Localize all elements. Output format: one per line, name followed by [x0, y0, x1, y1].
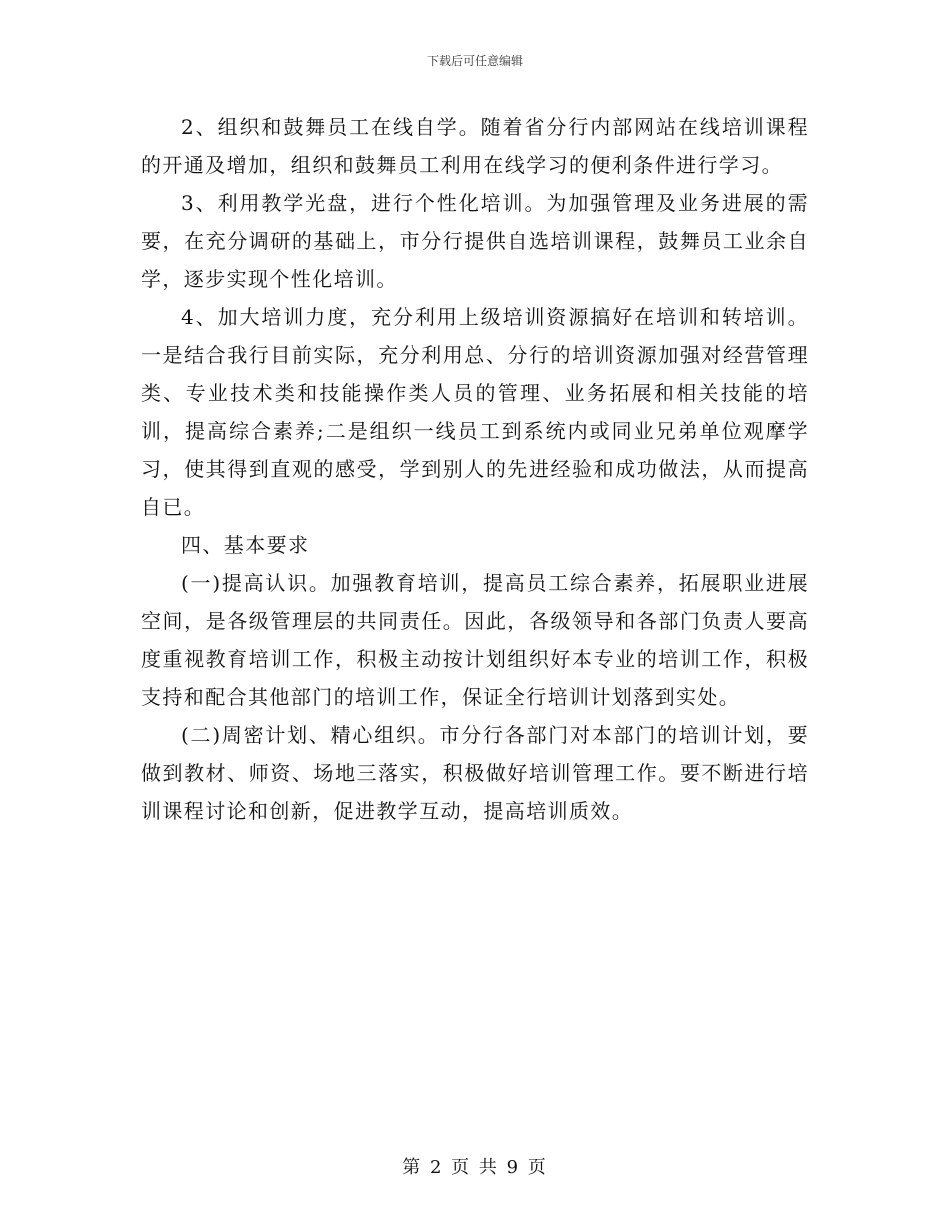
- section-heading-basic-requirements: 四、基本要求: [181, 533, 310, 557]
- document-body: [141, 108, 809, 830]
- paragraph-training-intensity: 4、加大培训力度，充分利用上级培训资源搞好在培训和转培训。一是结合我行目前实际，充分利用总、分行的培训资源加强对经营管理类、专业技术类和技能操作类人员的管理、业务拓展和相关技能的培训，提高综合素养;二是组织一线员工到系统内或同业兄弟单位观摩学习，使其得到直观的感受，学到别人的先进经验和成功做法，从而提高自已。: [141, 305, 809, 519]
- page-number: 第 2 页 共 9 页: [402, 1157, 548, 1178]
- paragraph-raise-awareness: (一)提高认识。加强教育培训，提高员工综合素养，拓展职业进展空间，是各级管理层的共同责任。因此，各级领导和各部门负责人要高度重视教育培训工作，积极主动按计划组织好本专业的培训工作，积极支持和配合其他部门的培训工作，保证全行培训计划落到实处。: [141, 571, 809, 709]
- page-header: 下载后可任意编辑: [426, 54, 523, 68]
- paragraph-teaching-disc: 3、利用教学光盘，进行个性化培训。为加强管理及业务进展的需要，在充分调研的基础上，市分行提供自选培训课程，鼓舞员工业余自学，逐步实现个性化培训。: [141, 191, 809, 291]
- paragraph-online-self-study: 2、组织和鼓舞员工在线自学。随着省分行内部网站在线培训课程的开通及增加，组织和鼓舞员工利用在线学习的便利条件进行学习。: [141, 115, 809, 177]
- paragraph-careful-planning: (二)周密计划、精心组织。市分行各部门对本部门的培训计划，要做到教材、师资、场地三落实，积极做好培训管理工作。要不断进行培训课程讨论和创新，促进教学互动，提高培训质效。: [141, 723, 809, 823]
